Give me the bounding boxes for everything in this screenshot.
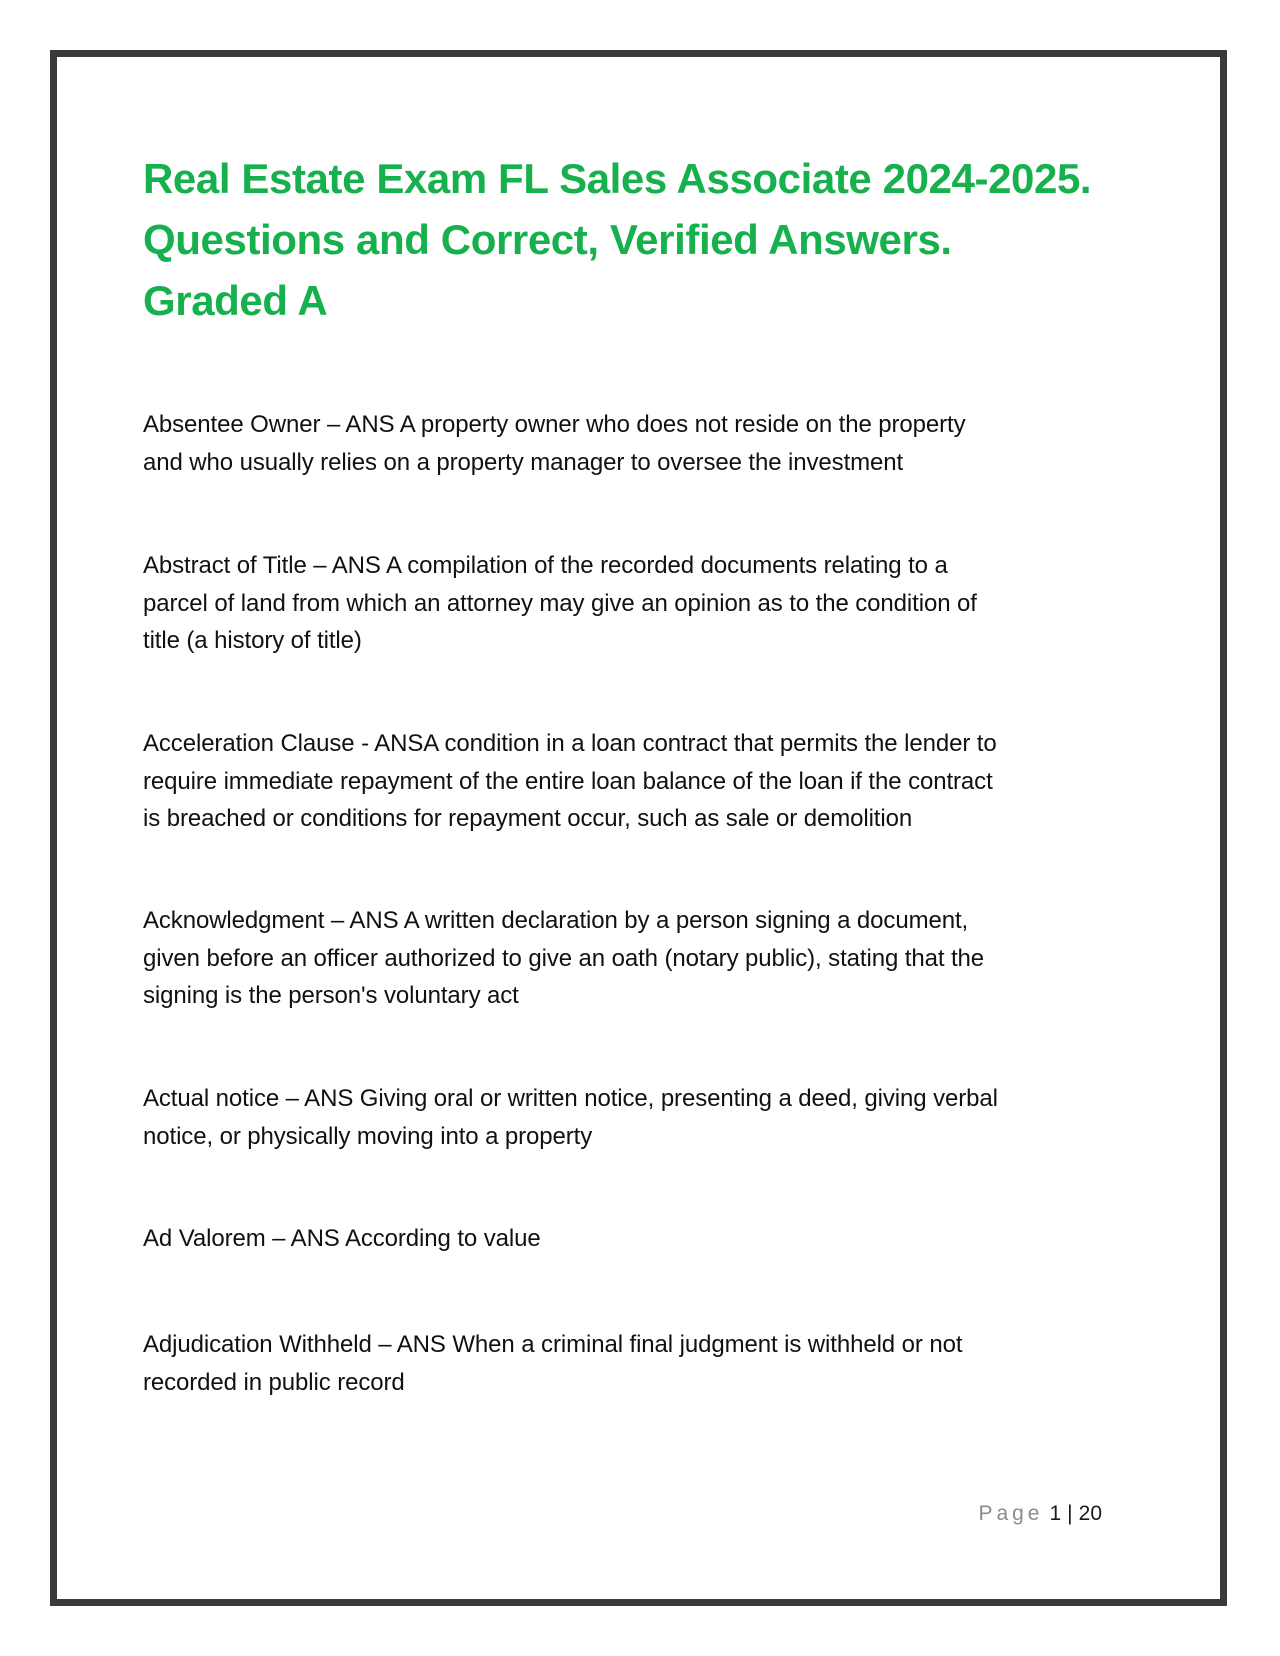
- entry-line: signing is the person's voluntary act: [143, 982, 519, 1009]
- entry-line: Acknowledgment – ANS A written declaration by a person signing a document,: [143, 907, 969, 934]
- document-title: [143, 148, 1143, 331]
- entry-line: given before an officer authorized to give an oath (notary public), stating that the: [143, 944, 985, 972]
- title-line: Graded A: [143, 277, 328, 324]
- entry-abstract-of-title: [143, 547, 1143, 660]
- entry-line: recorded in public record: [143, 1368, 405, 1396]
- page-separator: |: [1067, 1502, 1073, 1525]
- page-label: Page: [978, 1502, 1044, 1525]
- entry-line: Acceleration Clause - ANSA condition in a loan contract that permits the lender to: [143, 730, 997, 757]
- title-line: Real Estate Exam FL Sales Associate 2024-2025.: [143, 155, 1092, 202]
- entry-line: title (a history of title): [143, 627, 362, 654]
- page-footer: [978, 1502, 1102, 1526]
- entry-line: Ad Valorem – ANS According to value: [143, 1225, 541, 1252]
- entry-absentee-owner: [143, 406, 1143, 481]
- entry-line: and who usually relies on a property manager to oversee the investment: [143, 448, 904, 476]
- entry-line: Adjudication Withheld – ANS When a criminal final judgment is withheld or not: [143, 1331, 963, 1358]
- entry-line: Absentee Owner – ANS A property owner who does not reside on the property: [143, 411, 966, 438]
- entry-acceleration-clause: [143, 725, 1143, 838]
- entry-line: require immediate repayment of the entire loan balance of the loan if the contract: [143, 767, 993, 795]
- entry-line: parcel of land from which an attorney may give an opinion as to the condition of: [143, 589, 977, 617]
- entry-line: notice, or physically moving into a property: [143, 1122, 593, 1150]
- page-number: 1: [1049, 1502, 1062, 1525]
- entry-line: Actual notice – ANS Giving oral or written notice, presenting a deed, giving verbal: [143, 1085, 998, 1112]
- entry-ad-valorem: [143, 1220, 1143, 1258]
- entry-line: is breached or conditions for repayment occur, such as sale or demolition: [143, 805, 913, 832]
- entry-acknowledgment: [143, 902, 1143, 1015]
- entry-adjudication-withheld: [143, 1326, 1143, 1401]
- title-line: Questions and Correct, Verified Answers.: [143, 216, 952, 263]
- total-pages: 20: [1078, 1502, 1102, 1525]
- entry-line: Abstract of Title – ANS A compilation of the recorded documents relating to a: [143, 552, 948, 579]
- entry-actual-notice: [143, 1080, 1143, 1155]
